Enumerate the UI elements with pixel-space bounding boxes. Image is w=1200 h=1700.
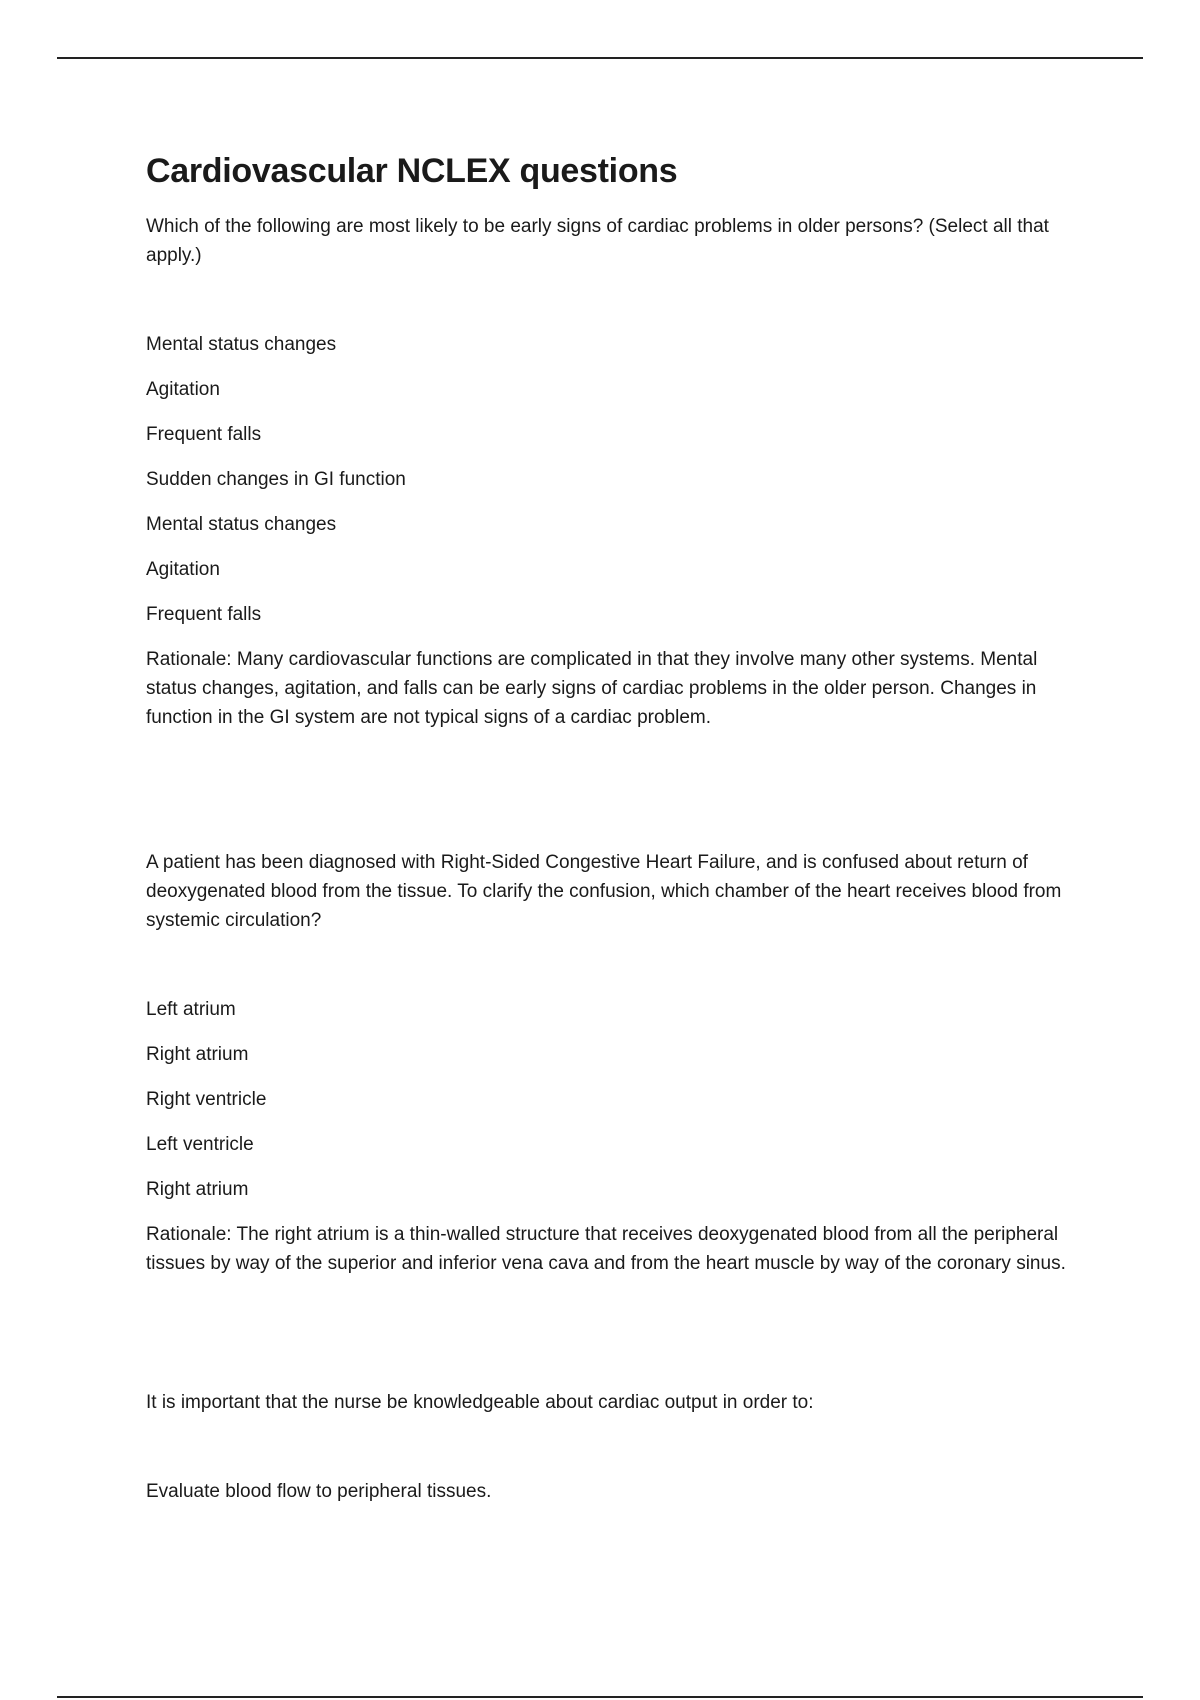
answer-option: Right atrium [146, 1044, 249, 1065]
answer-option: Evaluate blood flow to peripheral tissues. [146, 1481, 492, 1502]
question-3 [146, 1388, 1066, 1506]
rationale-text: Rationale: The right atrium is a thin-walled structure that receives deoxygenated blood from all the peripheral tissues by way of the superior and inferior vena cava and from the heart muscle by way of the coronary sinus. [146, 1224, 1066, 1274]
answer-option: Mental status changes [146, 514, 337, 535]
document-title: Cardiovascular NCLEX questions [146, 152, 678, 190]
answer-option: Agitation [146, 379, 220, 400]
top-rule [57, 57, 1143, 59]
answer-option: Agitation [146, 559, 220, 580]
section-spacer [146, 732, 1066, 848]
question-2 [146, 848, 1066, 1278]
answer-option: Right atrium [146, 1179, 249, 1200]
section-spacer [146, 1278, 1066, 1388]
answer-option: Mental status changes [146, 334, 337, 355]
question-prompt: A patient has been diagnosed with Right-Sided Congestive Heart Failure, and is confused about return of deoxygenated blood from the tissue. To clarify the confusion, which chamber of the heart receives blood from systemic circulation? [146, 852, 1062, 931]
answer-option: Left ventricle [146, 1134, 254, 1155]
question-prompt: Which of the following are most likely to be early signs of cardiac problems in older persons? (Select all that apply.) [146, 216, 1049, 266]
answer-option: Sudden changes in GI function [146, 469, 406, 490]
answer-options [146, 330, 1066, 629]
rationale-text: Rationale: Many cardiovascular functions are complicated in that they involve many other systems. Mental status changes, agitation, and falls can be early signs of cardiac problems in the older person. Changes in function in the GI system are not typical signs of a cardiac problem. [146, 649, 1038, 728]
question-prompt: It is important that the nurse be knowledgeable about cardiac output in order to: [146, 1392, 814, 1413]
answer-option: Frequent falls [146, 604, 262, 625]
answer-option: Right ventricle [146, 1089, 267, 1110]
answer-option: Left atrium [146, 999, 236, 1020]
question-1 [146, 212, 1066, 732]
document-body [146, 150, 1066, 1522]
answer-option: Frequent falls [146, 424, 262, 445]
answer-options [146, 995, 1066, 1204]
answer-options [146, 1477, 1066, 1506]
bottom-rule [57, 1696, 1143, 1698]
